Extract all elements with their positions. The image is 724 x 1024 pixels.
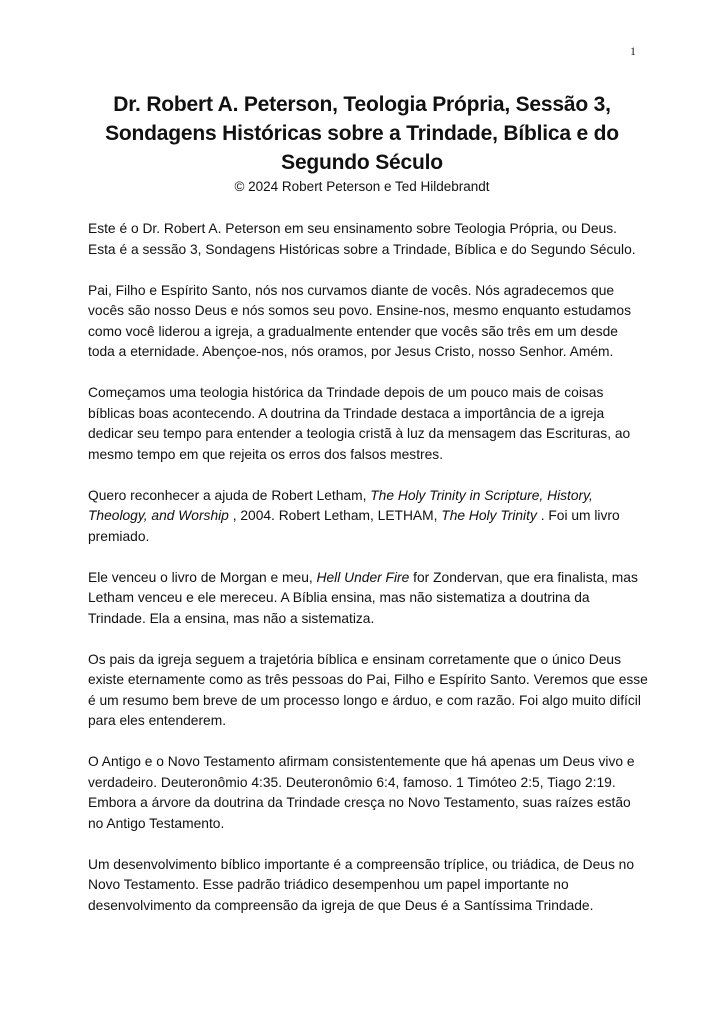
page-number: 1 <box>630 44 636 58</box>
book-title-italic: The Holy Trinity <box>441 508 537 523</box>
paragraph-triadic: Um desenvolvimento bíblico importante é a compreensão tríplice, ou triádica, de Deus no Novo Testamento. Esse padrão triádico desempenhou um papel importante no desenvolvimento da compreensão da igreja de que Deus é a Santíssima Trindade. <box>88 856 635 913</box>
paragraph-award <box>88 568 648 630</box>
text-span: . Foi um livro premiado. <box>88 508 620 544</box>
paragraph-intro: Este é o Dr. Robert A. Peterson em seu ensinamento sobre Teologia Própria, ou Deus. Esta é a sessão 3, Sondagens Históricas sobre a Trindade, Bíblica e do Segundo Século. <box>88 221 636 257</box>
document-title: Dr. Robert A. Peterson, Teologia Própria, Sessão 3, Sondagens Históricas sobre a Trindade, Bíblica e do Segundo Século <box>105 93 619 174</box>
document-header <box>70 90 654 197</box>
book-title-italic: The Holy Trinity in Scripture, History, Theology, and Worship <box>88 487 593 523</box>
paragraph-acknowledgement <box>88 486 648 548</box>
paragraph-church-fathers: Os pais da igreja seguem a trajetória bíblica e ensinam corretamente que o único Deus existe eternamente como as três pessoas do Pai, Filho e Espírito Santo. Veremos que esse é um resumo bem breve de um processo longo e árduo, e com razão. Foi algo muito difícil para eles entenderem. <box>88 651 648 728</box>
book-title-italic: Hell Under Fire <box>316 569 410 585</box>
paragraph-prayer: Pai, Filho e Espírito Santo, nós nos curvamos diante de vocês. Nós agradecemos que vocês são nosso Deus e nós somos seu povo. Ensine-nos, mesmo enquanto estudamos como você liderou a igreja, a gradualmente entender que vocês são três em um desde toda a eternidade. Abençoe-nos, nós oramos, por Jesus Cristo, nosso Senhor. Amém. <box>88 282 631 359</box>
text-span: Ele venceu o livro de Morgan e meu, <box>88 569 317 585</box>
paragraph-testaments: O Antigo e o Novo Testamento afirmam consistentemente que há apenas um Deus vivo e verdadeiro. Deuteronômio 4:35. Deuteronômio 6:4, famoso. 1 Timóteo 2:5, Tiago 2:19. Embora a árvore da doutrina da Trindade cresça no Novo Testamento, suas raízes estão no Antigo Testamento. <box>88 754 635 831</box>
paragraph-historical-theology: Começamos uma teologia histórica da Trindade depois de um pouco mais de coisas bíblicas boas acontecendo. A doutrina da Trindade destaca a importância de a igreja dedicar seu tempo para entender a teologia cristã à luz da mensagem das Escrituras, ao mesmo tempo em que rejeita os erros dos falsos mestres. <box>88 385 631 462</box>
text-span: , 2004. Robert Letham, LETHAM, <box>228 508 442 523</box>
document-body <box>88 219 648 937</box>
copyright-line: © 2024 Robert Peterson e Ted Hildebrandt <box>234 179 490 194</box>
text-span: Quero reconhecer a ajuda de Robert Letham, <box>88 487 371 503</box>
text-span: for Zondervan, que era finalista, mas Letham venceu e ele mereceu. A Bíblia ensina, mas não sistematiza a doutrina da Trindade. Ela a ensina, mas não a sistematiza. <box>88 569 638 626</box>
